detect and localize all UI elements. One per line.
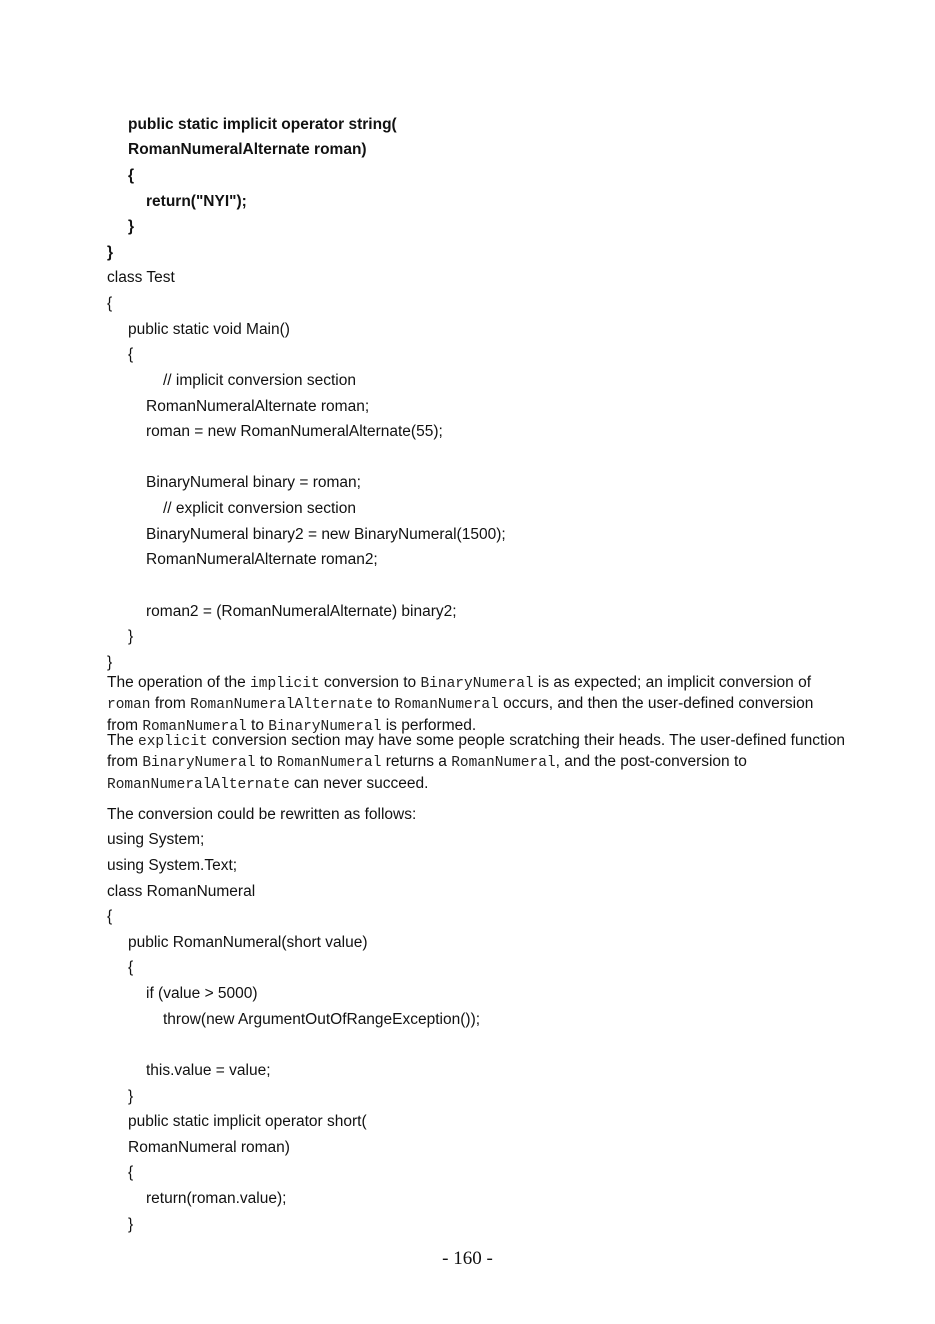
- code-line: }: [128, 218, 135, 235]
- code-line: }: [128, 1088, 134, 1105]
- code-line: public static void Main(): [128, 321, 290, 338]
- code-line: {: [128, 167, 135, 184]
- code-line: roman = new RomanNumeralAlternate(55);: [146, 423, 443, 440]
- code-line: public static implicit operator string(: [128, 116, 397, 133]
- code-line: throw(new ArgumentOutOfRangeException());: [163, 1011, 481, 1028]
- code-line: {: [107, 295, 113, 312]
- code-comment: // implicit conversion section: [163, 372, 356, 389]
- code-line: public RomanNumeral(short value): [128, 934, 368, 951]
- code-line: }: [128, 1216, 134, 1233]
- code-line: RomanNumeralAlternate roman;: [146, 398, 370, 415]
- code-line: return("NYI");: [146, 193, 247, 210]
- code-line: class RomanNumeral: [107, 883, 256, 900]
- code-comment: // explicit conversion section: [163, 500, 356, 517]
- code-line: return(roman.value);: [146, 1190, 287, 1207]
- code-line: RomanNumeralAlternate roman): [128, 141, 367, 158]
- code-line: this.value = value;: [146, 1062, 271, 1079]
- paragraph-rewrite: The conversion could be rewritten as follows:: [107, 806, 417, 823]
- code-line: class Test: [107, 269, 175, 286]
- code-line: }: [107, 654, 113, 671]
- code-line: {: [128, 959, 134, 976]
- code-line: public static implicit operator short(: [128, 1113, 367, 1130]
- code-line: RomanNumeral roman): [128, 1139, 290, 1156]
- code-line: using System;: [107, 831, 205, 848]
- page-number: - 160 -: [442, 1248, 493, 1269]
- code-line: }: [107, 244, 114, 261]
- code-line: if (value > 5000): [146, 985, 258, 1002]
- code-line: RomanNumeralAlternate roman2;: [146, 551, 378, 568]
- code-line: BinaryNumeral binary2 = new BinaryNumeral(1500);: [146, 526, 506, 543]
- paragraph-explicit: The explicit conversion section may have some people scratching their heads. The user-defined function from BinaryNumeral to RomanNumeral returns a RomanNumeral, and the post-conversion to RomanNumeralAlternate can never succeed.: [107, 732, 845, 793]
- code-line: {: [128, 346, 134, 363]
- code-line: using System.Text;: [107, 857, 238, 874]
- paragraph-implicit: The operation of the implicit conversion to BinaryNumeral is as expected; an implicit conversion of roman from RomanNumeralAlternate to RomanNumeral occurs, and then the user-defined conversion from RomanNumeral to BinaryNumeral is performed.: [107, 674, 814, 735]
- code-line: {: [107, 908, 113, 925]
- code-line: BinaryNumeral binary = roman;: [146, 474, 361, 491]
- code-line: {: [128, 1164, 134, 1181]
- code-line: }: [128, 628, 134, 645]
- code-line: roman2 = (RomanNumeralAlternate) binary2;: [146, 603, 457, 620]
